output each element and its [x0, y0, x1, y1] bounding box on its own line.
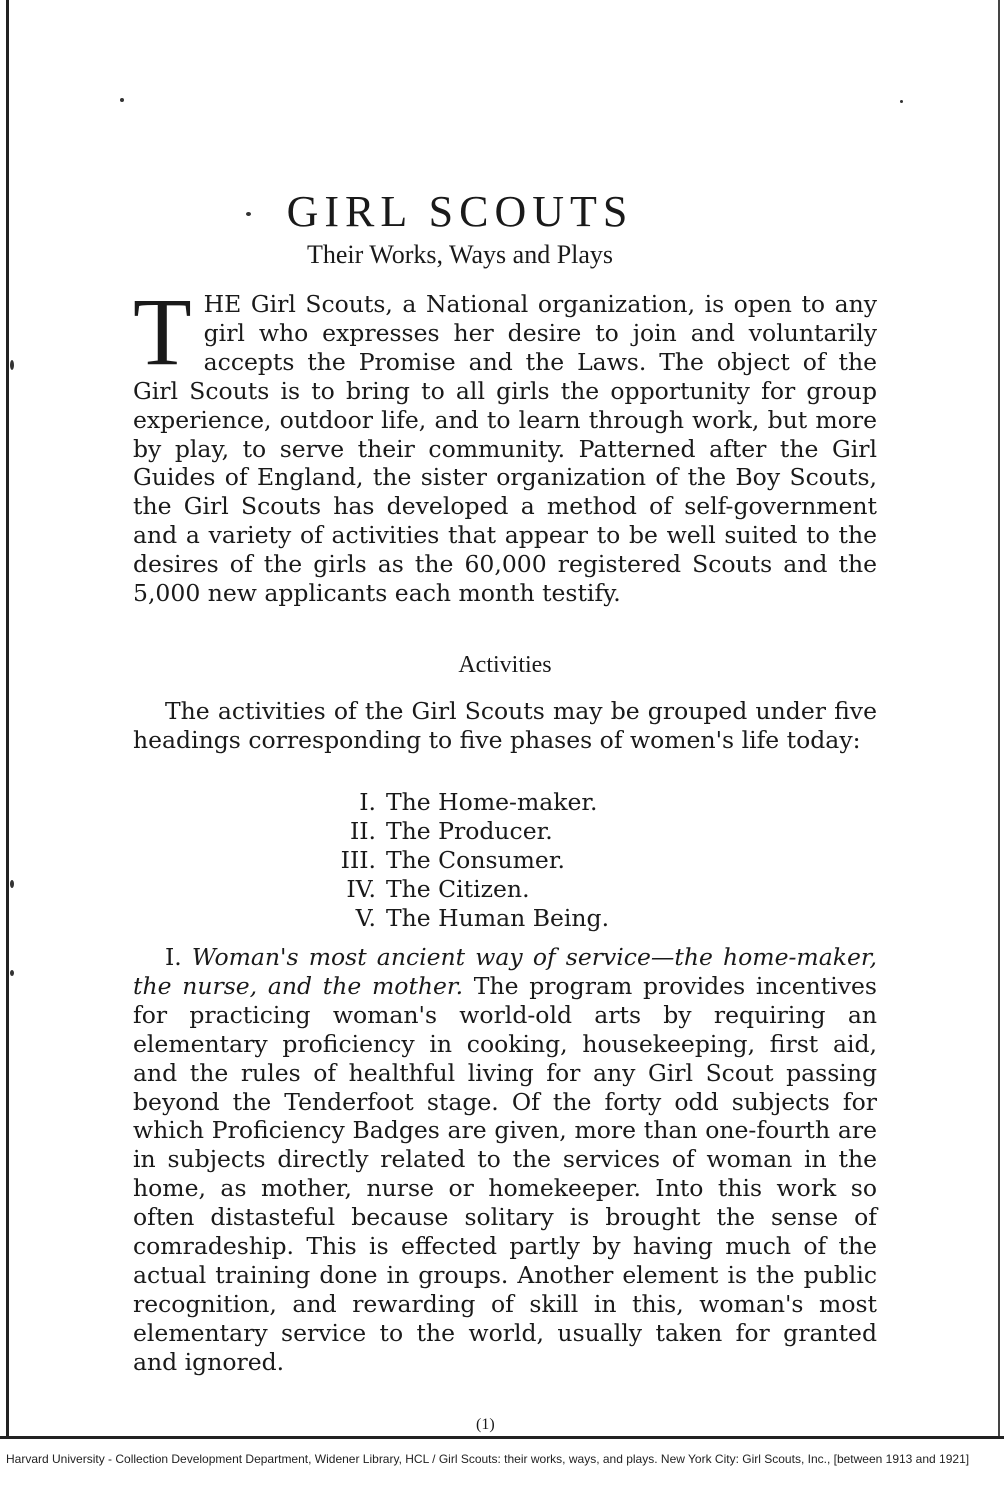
list-item	[300, 875, 700, 904]
scan-speck	[10, 970, 14, 976]
phase-numeral: V.	[355, 904, 376, 932]
section-text: The program provides incentives for practicing woman's world-old arts by requiring an elementary proficiency in cooking, housekeeping, first aid, and the rules of healthful living for any Girl Scout passing beyond the Tenderfoot stage. Of the forty odd subjects for which Proficiency Badges are given, more than one-fourth are in subjects directly related to the services of woman in the home, as mother, nurse or homekeeper. Into this work so often distasteful because solitary is brought the sense of comradeship. This is effected partly by having much of the actual training done in groups. Another element is the public recognition, and rewarding of skill in this, woman's most elementary service to the world, usually taken for granted and ignored.	[133, 971, 877, 1376]
phase-numeral: III.	[340, 846, 376, 874]
phase-numeral: IV.	[346, 875, 376, 903]
list-item	[300, 904, 700, 933]
scan-speck	[10, 880, 14, 888]
phase-numeral: I.	[359, 788, 376, 816]
phase-label: The Citizen.	[386, 875, 530, 903]
intro-text: HE Girl Scouts, a National organization, is open to any girl who expresses her desire to join and voluntarily accepts the Promise and the Laws. The object of the Girl Scouts is to bring to all girls the opportunity for group experience, outdoor life, and to learn through work, but more by play, to serve their community. Patterned after the Girl Guides of England, the sister organization of the Boy Scouts, the Girl Scouts has developed a method of self-government and a variety of activities that appear to be well suited to the desires of the girls as the 60,000 registered Scouts and the 5,000 new applicants each month testify.	[133, 290, 877, 608]
citation-footer: Harvard University - Collection Development Department, Widener Library, HCL / Girl Scouts: their works, ways, and plays. New York City: Girl Scouts, Inc., [between 1913 and 1921]	[6, 1452, 970, 1466]
list-item	[300, 817, 700, 846]
page-number: (1)	[476, 1416, 495, 1433]
scan-speck	[900, 100, 903, 103]
phase-label: The Human Being.	[386, 904, 610, 932]
section-numeral: I.	[165, 943, 182, 971]
list-item	[300, 846, 700, 875]
section-italic-lead: Woman's most ancient way of service—the home-maker, the nurse, and the mother.	[133, 943, 877, 1000]
activities-intro: The activities of the Girl Scouts may be grouped under five headings corresponding to five phases of women's life today:	[133, 697, 877, 754]
scan-speck	[10, 360, 14, 370]
page-title: GIRL SCOUTS	[286, 187, 634, 236]
page-bottom-border	[0, 1436, 1004, 1439]
phase-label: The Home-maker.	[386, 788, 598, 816]
phases-list	[300, 788, 700, 933]
scan-speck	[120, 98, 124, 102]
section-one-paragraph	[133, 943, 877, 1377]
phase-label: The Producer.	[386, 817, 553, 845]
page-right-border	[998, 0, 1000, 1438]
page-left-border	[6, 0, 9, 1438]
page-subtitle: Their Works, Ways and Plays	[306, 240, 614, 269]
activities-heading: Activities	[458, 652, 552, 678]
drop-cap: T	[133, 278, 192, 385]
phase-numeral: II.	[349, 817, 376, 845]
list-item	[300, 788, 700, 817]
intro-paragraph	[133, 278, 877, 608]
phase-label: The Consumer.	[386, 846, 565, 874]
